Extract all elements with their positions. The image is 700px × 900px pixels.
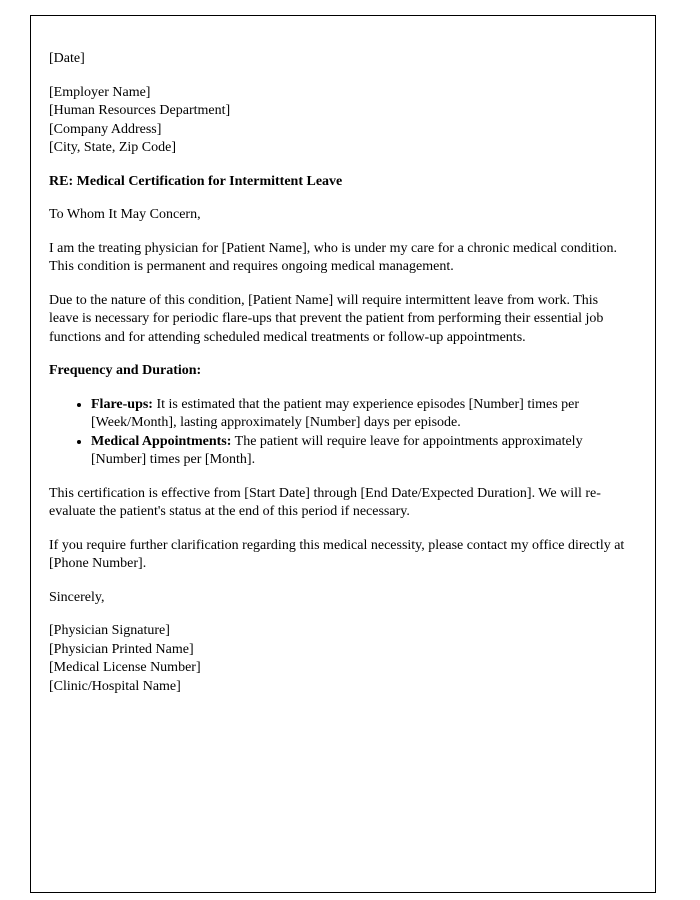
closing: Sincerely, (49, 589, 105, 605)
recipient-line: [Employer Name] (49, 84, 151, 100)
salutation: To Whom It May Concern, (49, 207, 201, 222)
section-heading-frequency: Frequency and Duration: (49, 363, 202, 378)
signature-block (49, 622, 629, 696)
bullet-label: Flare-ups: (91, 396, 153, 412)
recipient-block (49, 84, 629, 158)
recipient-line: [City, State, Zip Code] (49, 140, 177, 155)
recipient-line: [Company Address] (49, 121, 162, 137)
signature-line: [Clinic/Hospital Name] (49, 678, 181, 694)
subject-line: RE: Medical Certification for Intermittent Leave (49, 173, 343, 189)
date-line: [Date] (49, 51, 85, 66)
signature-line: [Medical License Number] (49, 660, 201, 675)
bullet-text: The patient will require leave for appointments approximately [Number] times per [Month]. (91, 433, 583, 467)
paragraph-leave-need: Due to the nature of this condition, [Patient Name] will require intermittent leave from work. This leave is necessary for periodic flare-ups that prevent the patient from performing their essential job functions and for attending scheduled medical treatments or follow-up appointments. (49, 292, 604, 345)
bullet-item-medical-appointments (91, 433, 629, 470)
signature-line: [Physician Printed Name] (49, 641, 194, 657)
paragraph-contact: If you require further clarification regarding this medical necessity, please contact my office directly at [Phone Number]. (49, 537, 625, 571)
bullet-label: Medical Appointments: (91, 433, 232, 449)
signature-line: [Physician Signature] (49, 623, 170, 638)
recipient-line: [Human Resources Department] (49, 103, 231, 118)
bullet-item-flare-ups (91, 396, 629, 433)
paragraph-intro: I am the treating physician for [Patient Name], who is under my care for a chronic medical condition. This condition is permanent and requires ongoing medical management. (49, 240, 617, 274)
letter-frame (30, 15, 656, 893)
frequency-bullet-list (49, 396, 629, 470)
paragraph-certification-period: This certification is effective from [Start Date] through [End Date/Expected Duration]. We will re-evaluate the patient's status at the end of this period if necessary. (49, 485, 601, 519)
bullet-text: It is estimated that the patient may experience episodes [Number] times per [Week/Month], lasting approximately [Number] days per episode. (91, 396, 580, 430)
